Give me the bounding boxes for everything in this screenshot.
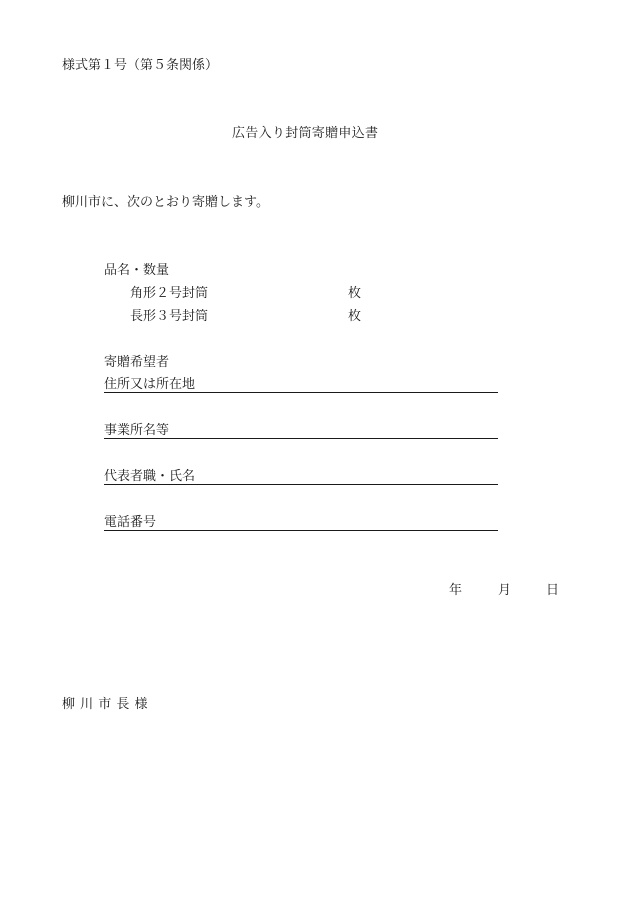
- intro-text: 柳川市に、次のとおり寄贈します。: [62, 195, 269, 210]
- company-field-line[interactable]: [104, 438, 498, 439]
- document-title: 広告入り封筒寄贈申込書: [232, 126, 379, 141]
- representative-field-line[interactable]: [104, 484, 498, 485]
- company-label: 事業所名等: [104, 423, 170, 438]
- form-number: 様式第１号（第５条関係）: [62, 58, 219, 73]
- date-day: 日: [546, 583, 560, 598]
- item-unit-kaku2: 枚: [348, 286, 362, 301]
- phone-field-line[interactable]: [104, 530, 498, 531]
- item-name-naga3: 長形３号封筒: [130, 309, 209, 324]
- date-month: 月: [498, 583, 512, 598]
- date-year: 年: [449, 583, 463, 598]
- address-label: 住所又は所在地: [104, 377, 196, 392]
- item-unit-naga3: 枚: [348, 309, 362, 324]
- address-field-line[interactable]: [104, 392, 498, 393]
- representative-label: 代表者職・氏名: [104, 469, 196, 484]
- items-heading: 品名・数量: [104, 263, 170, 278]
- phone-label: 電話番号: [104, 515, 157, 530]
- item-name-kaku2: 角形２号封筒: [130, 286, 209, 301]
- addressee: 柳 川 市 長 様: [62, 697, 149, 712]
- donor-heading: 寄贈希望者: [104, 355, 170, 370]
